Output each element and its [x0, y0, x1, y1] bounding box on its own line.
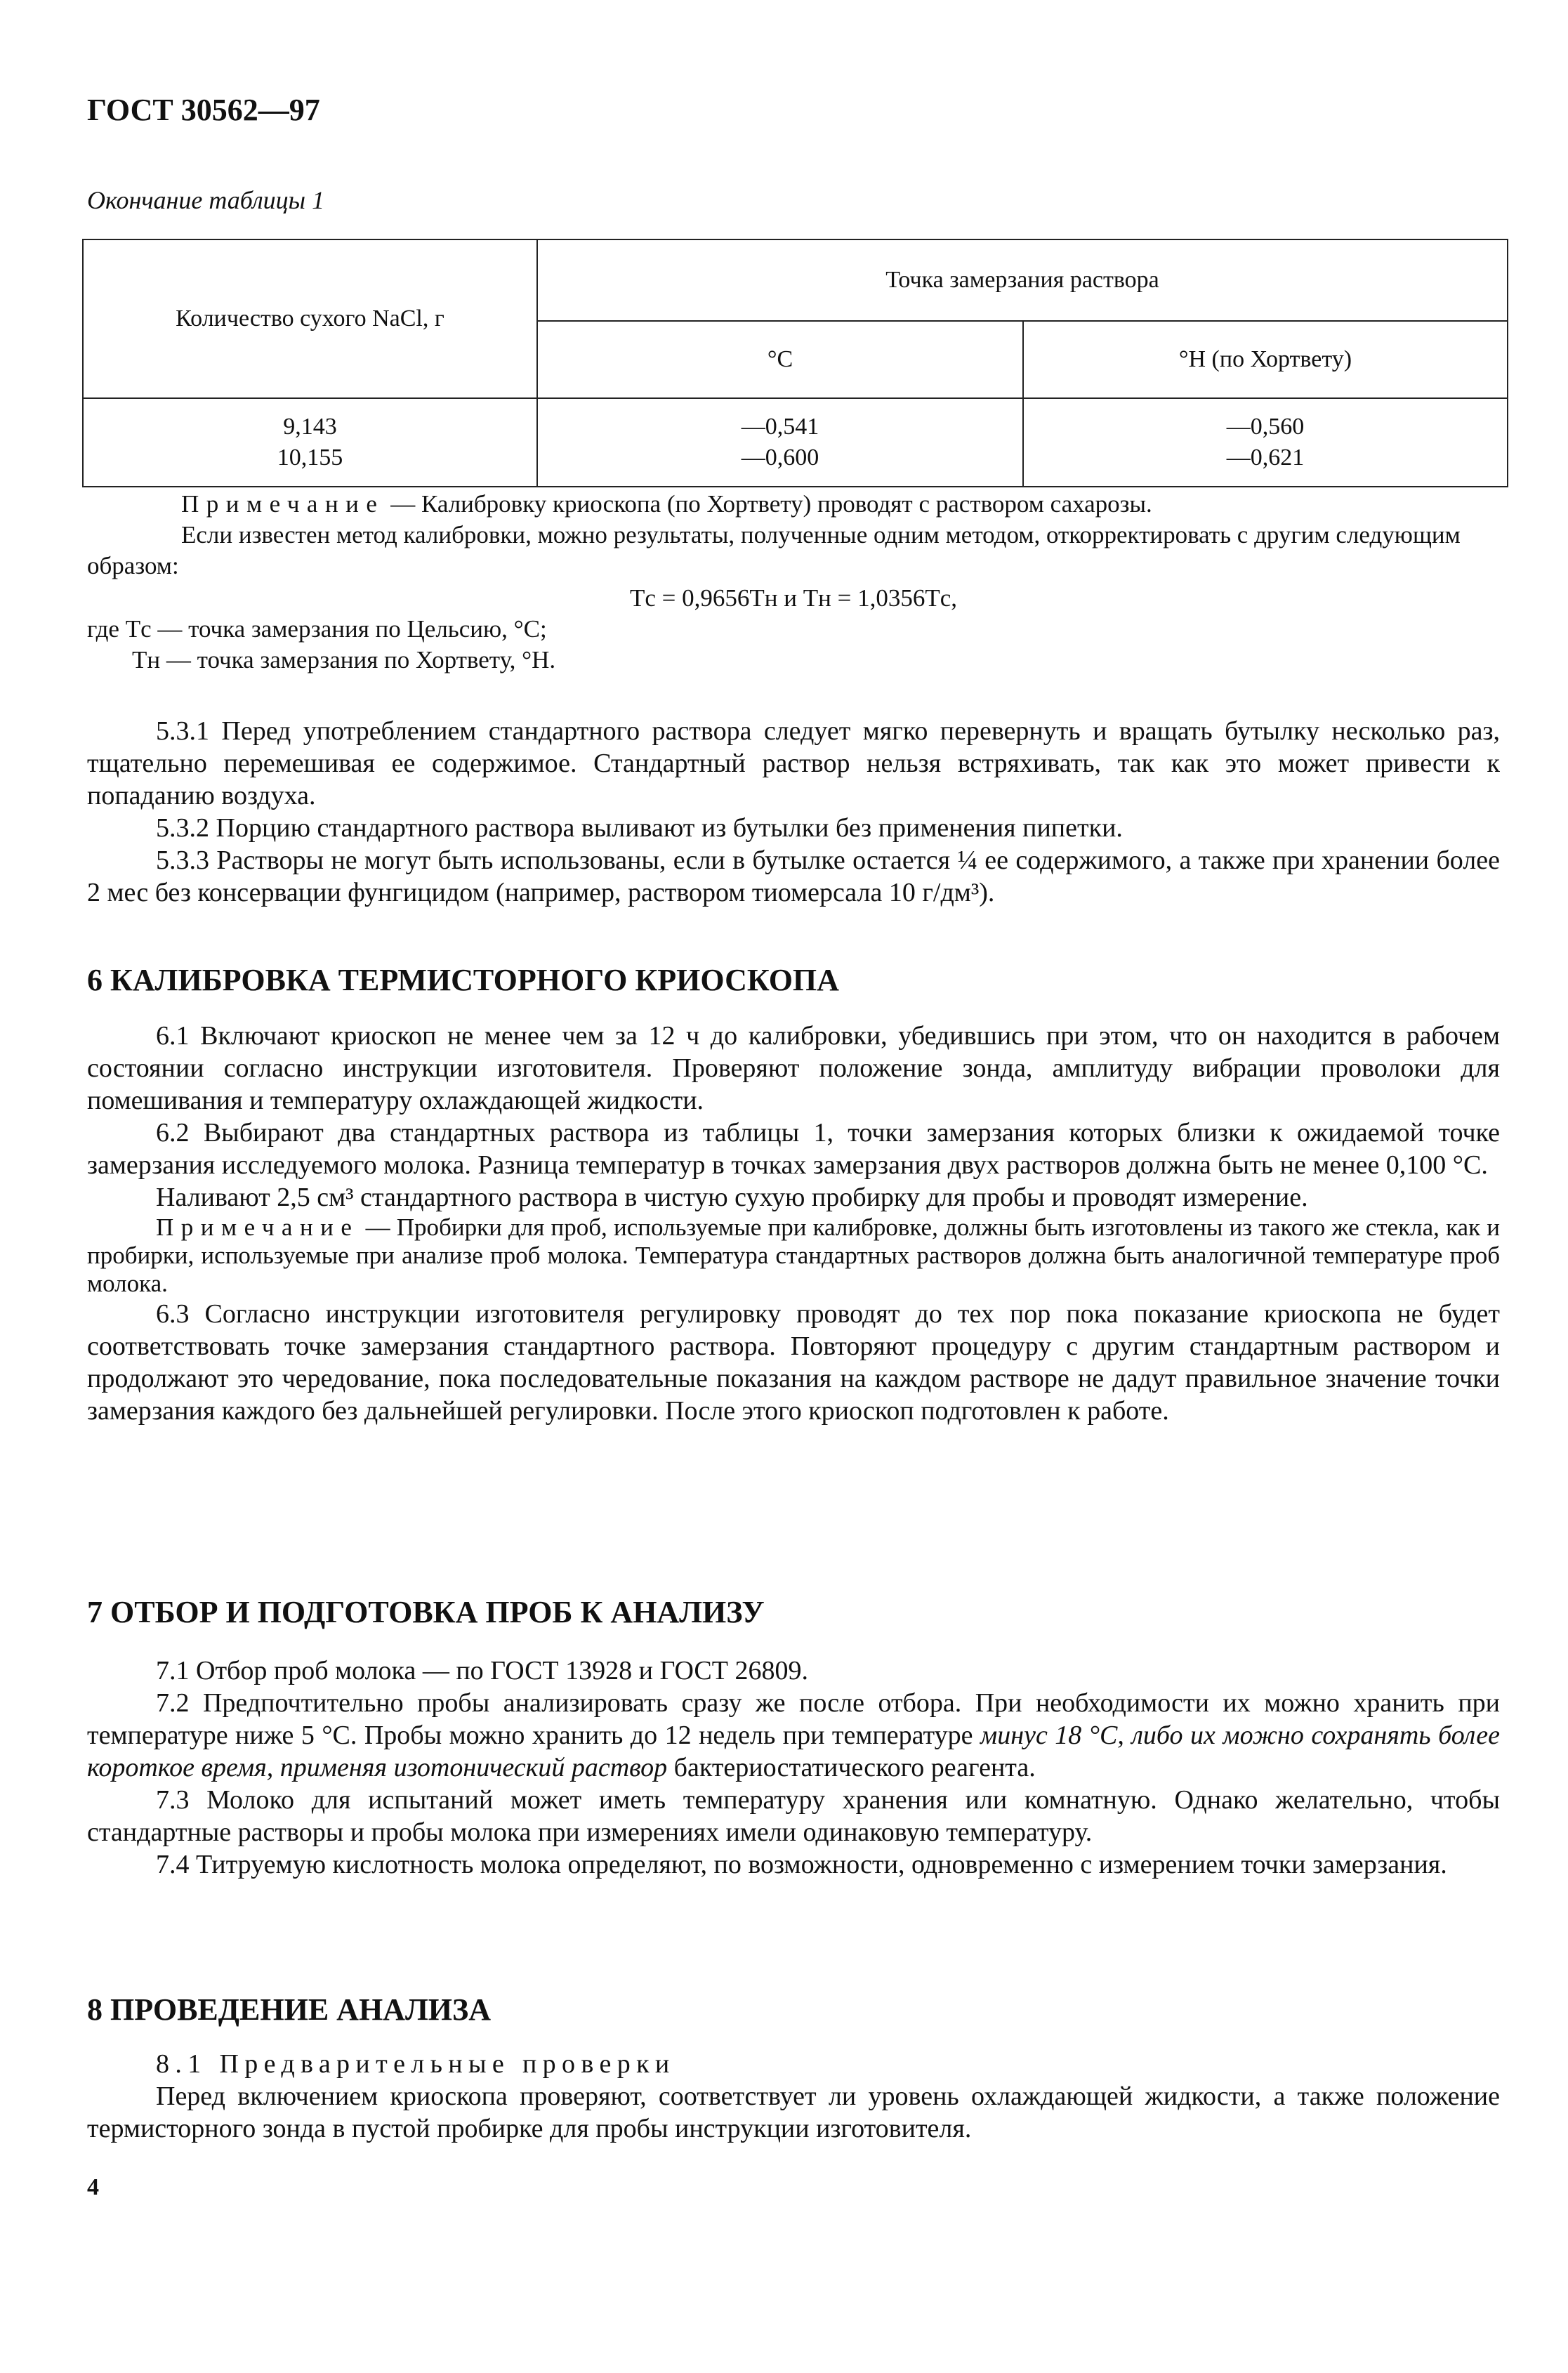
formula-where-1: где Tс — точка замерзания по Цельсию, °С;: [87, 615, 547, 643]
subsection-8-1-title: 8.1 Предварительные проверки: [156, 2049, 676, 2079]
paragraph-7-2: 7.2 Предпочтительно пробы анализировать сразу же после отбора. При необходимости их можно хранить при температуре ниже 5 °С. Пробы можно хранить до 12 недель при температуре минус 18 °С, либо их можно сохранять более короткое время, применяя изотонический раствор бактериостатического реагента.: [87, 1688, 1500, 1782]
section-5-3-paragraphs: [87, 715, 1500, 909]
section-6-paragraphs: [87, 1020, 1500, 1427]
paragraph-7-4: 7.4 Титруемую кислотность молока определяют, по возможности, одновременно с измерением точки замерзания.: [156, 1850, 1447, 1879]
page-number: 4: [87, 2174, 99, 2200]
section-8-heading: 8 ПРОВЕДЕНИЕ АНАЛИЗА: [87, 1992, 491, 2027]
table-caption: Окончание таблицы 1: [87, 186, 325, 214]
paragraph-6-2b: Наливают 2,5 см³ стандартного раствора в чистую сухую пробирку для пробы и проводят измерение.: [156, 1183, 1308, 1212]
hortvet-values-cell: —0,560 —0,621: [1023, 398, 1508, 487]
note-label: Примечание: [181, 490, 385, 518]
note-line1: — Калибровку криоскопа (по Хортвету) проводят с раствором сахарозы.: [384, 490, 1152, 518]
calibration-note: Примечание — Пробирки для проб, используемые при калибровке, должны быть изготовлены из такого же стекла, как и пробирки, используемые при анализе проб молока. Температура стандартных растворов должна быть аналогичной температуре проб молока.: [87, 1214, 1500, 1297]
col-freezing-point-header: Точка замерзания раствора: [537, 239, 1508, 321]
col-hortvet-header: °Н (по Хортвету): [1023, 321, 1508, 398]
paragraph-5-3-3: 5.3.3 Растворы не могут быть использованы, если в бутылке остается ¼ ее содержимого, а также при хранении более 2 мес без консервации фунгицидом (например, раствором тиомерсала 10 г/дм³).: [87, 846, 1500, 907]
table-1: [82, 239, 1508, 487]
paragraph-6-2: 6.2 Выбирают два стандартных раствора из таблицы 1, точки замерзания которых близки к ожидаемой точке замерзания исследуемого молока. Разница температур в точках замерзания двух растворов должна быть не менее 0,100 °С.: [87, 1118, 1500, 1180]
paragraph-5-3-1: 5.3.1 Перед употреблением стандартного раствора следует мягко перевернуть и вращать бутылку несколько раз, тщательно перемешивая ее содержимое. Стандартный раствор нельзя встряхивать, так как это может привести к попаданию воздуха.: [87, 716, 1500, 810]
section-7-paragraphs: [87, 1655, 1500, 1881]
paragraph-7-3: 7.3 Молоко для испытаний может иметь температуру хранения или комнатную. Однако желательно, чтобы стандартные растворы и пробы молока при измерениях имели одинаковую температуру.: [87, 1785, 1500, 1847]
section-8-paragraphs: [87, 2048, 1500, 2145]
conversion-formula: Tс = 0,9656Tн и Tн = 1,0356Tс,: [629, 584, 957, 612]
paragraph-6-1: 6.1 Включают криоскоп не менее чем за 12 ч до калибровки, убедившись при этом, что он находится в рабочем состоянии согласно инструкции изготовителя. Проверяют положение зонда, амплитуду вибрации проволоки для помешивания и температуру охлаждающей жидкости.: [87, 1021, 1500, 1115]
table-row: [83, 398, 1508, 487]
paragraph-8-1: Перед включением криоскопа проверяют, соответствует ли уровень охлаждающей жидкости, а также положение термисторного зонда в пустой пробирке для пробы инструкции изготовителя.: [87, 2082, 1500, 2143]
paragraph-6-3: 6.3 Согласно инструкции изготовителя регулировку проводят до тех пор пока показание криоскопа не будет соответствовать точке замерзания стандартного раствора. Повторяют процедуру с другим стандартным раствором и продолжают это чередование, пока последовательные показания на каждом растворе не дадут правильное значение точки замерзания каждого без дальнейшей регулировки. После этого криоскоп подготовлен к работе.: [87, 1299, 1500, 1426]
col-nacl-header: Количество сухого NaCl, г: [83, 239, 537, 398]
section-6-heading: 6 КАЛИБРОВКА ТЕРМИСТОРНОГО КРИОСКОПА: [87, 963, 839, 997]
nacl-values-cell: 9,143 10,155: [83, 398, 537, 487]
note-line2: Если известен метод калибровки, можно результаты, полученные одним методом, откорректировать с другим следующим образом:: [87, 521, 1461, 579]
col-celsius-header: °С: [537, 321, 1023, 398]
paragraph-5-3-2: 5.3.2 Порцию стандартного раствора выливают из бутылки без применения пипетки.: [156, 813, 1123, 843]
formula-where-2: Tн — точка замерзания по Хортвету, °Н.: [132, 646, 556, 673]
paragraph-7-1: 7.1 Отбор проб молока — по ГОСТ 13928 и ГОСТ 26809.: [156, 1656, 808, 1685]
celsius-values-cell: —0,541 —0,600: [537, 398, 1023, 487]
standard-header: ГОСТ 30562—97: [87, 93, 320, 127]
table-note: [87, 489, 1500, 676]
section-7-heading: 7 ОТБОР И ПОДГОТОВКА ПРОБ К АНАЛИЗУ: [87, 1595, 765, 1629]
